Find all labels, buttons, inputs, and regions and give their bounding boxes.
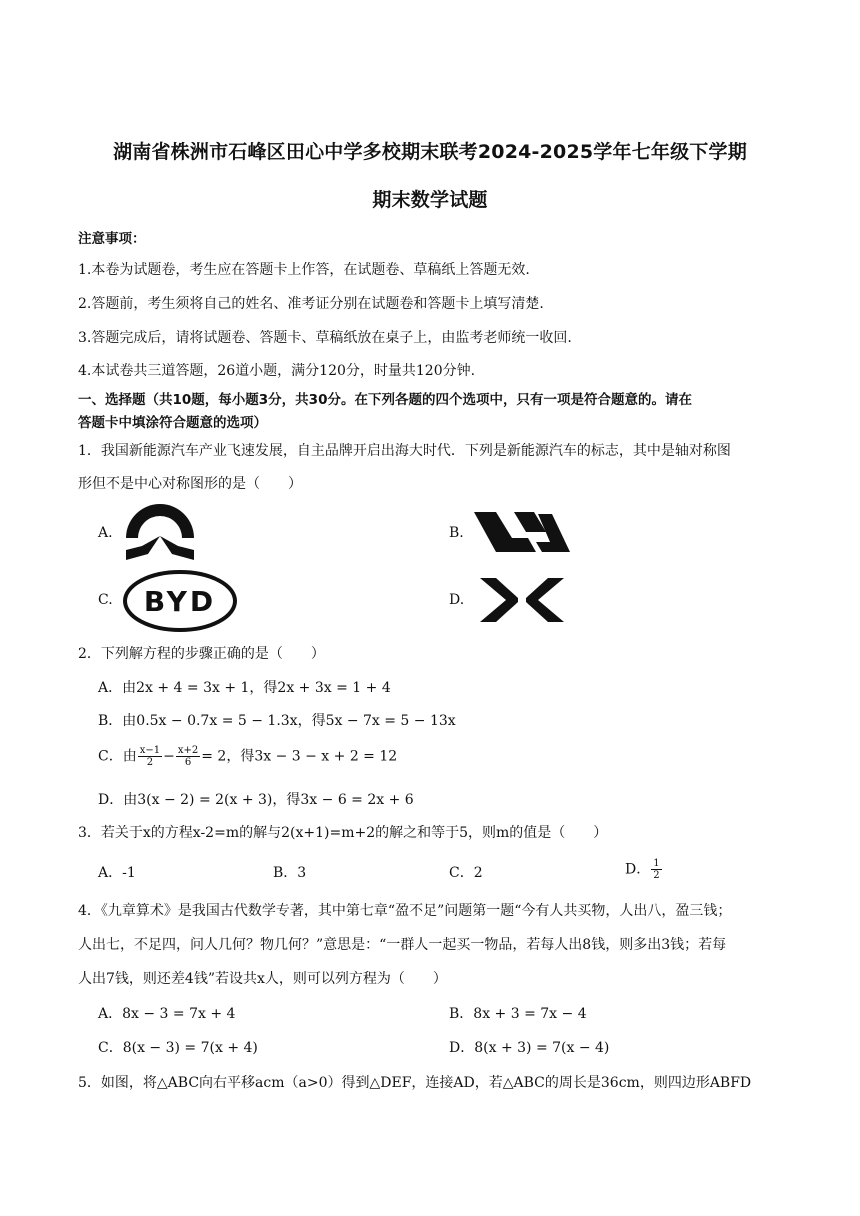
exam-title-line1: 湖南省株洲市石峰区田心中学多校期末联考2024-2025学年七年级下学期 <box>113 141 747 163</box>
q3-fraction-den: 2 <box>653 870 660 881</box>
chevron-logo-icon <box>470 508 574 554</box>
q3-fraction-num: 1 <box>653 858 660 869</box>
section1-heading-line2: 答题卡中填涂符合题意的选项） <box>78 415 267 431</box>
notice-item-4: 4.本试卷共三道答题，26道小题，满分120分，时量共120分钟. <box>78 363 476 379</box>
q1-option-c-label: C. <box>98 592 113 608</box>
q2-option-d: D．由3(x − 2) = 2(x + 3)，得3x − 6 = 2x + 6 <box>98 792 414 808</box>
q3-option-d-prefix: D． <box>625 861 651 878</box>
q2-option-b: B．由0.5x − 0.7x = 5 − 1.3x，得5x − 7x = 5 − 13x <box>98 713 456 729</box>
q2-fraction-1 <box>138 745 162 768</box>
q3-option-c: C．2 <box>449 865 483 881</box>
q4-option-d: D．8(x + 3) = 7(x − 4) <box>449 1040 610 1056</box>
q1-option-d-label: D. <box>449 592 465 608</box>
notice-item-2: 2.答题前，考生须将自己的姓名、准考证分别在试题卷和答题卡上填写清楚. <box>78 296 544 312</box>
exam-title-line2: 期末数学试题 <box>372 189 488 211</box>
notice-heading: 注意事项： <box>78 231 146 247</box>
q3-option-d <box>625 858 663 881</box>
q2-fraction-1-num: x−1 <box>139 745 161 756</box>
q4-stem-line1: 4．《九章算术》是我国古代数学专著，其中第七章“盈不足”问题第一题“今有人共买物，人出八，盈三钱； <box>78 903 732 919</box>
q2-stem: 2．下列解方程的步骤正确的是（ ） <box>78 646 325 662</box>
notice-item-3: 3.答题完成后，请将试题卷、答题卡、草稿纸放在桌子上，由监考老师统一收回. <box>78 330 572 346</box>
q2-fraction-2-num: x+2 <box>177 745 199 756</box>
q2-option-c-suffix: = 2，得3x − 3 − x + 2 = 12 <box>201 748 398 765</box>
q2-fraction-1-den: 2 <box>146 757 154 768</box>
q1-stem-line2: 形但不是中心对称图形的是（ ） <box>78 476 302 492</box>
q2-fraction-2 <box>176 745 200 768</box>
xpeng-logo-icon <box>476 574 568 626</box>
q5-stem-line1: 5．如图，将△ABC向右平移acm（a>0）得到△DEF，连接AD，若△ABC的周长是36cm，则四边形ABFD <box>78 1075 752 1091</box>
q3-option-b: B．3 <box>273 865 307 881</box>
byd-logo-icon <box>122 569 238 633</box>
q2-fraction-2-den: 6 <box>184 757 192 768</box>
q3-fraction <box>651 858 661 881</box>
byd-logo-text: BYD <box>143 585 217 618</box>
q1-option-a-label: A. <box>98 525 113 541</box>
q2-option-c <box>98 745 397 768</box>
q4-option-a: A．8x − 3 = 7x + 4 <box>98 1006 236 1022</box>
nio-logo-icon <box>120 500 200 564</box>
q4-stem-line2: 人出七，不足四，问人几何？物几何？”意思是：“一群人一起买一物品，若每人出8钱，则多出3钱；若每 <box>78 937 727 953</box>
q2-option-a: A．由2x + 4 = 3x + 1，得2x + 3x = 1 + 4 <box>98 680 391 696</box>
q2-option-c-minus: − <box>163 748 175 765</box>
q4-option-c: C．8(x − 3) = 7(x + 4) <box>98 1040 258 1056</box>
q2-option-c-prefix: C．由 <box>98 748 137 765</box>
q3-stem: 3．若关于x的方程x-2=m的解与2(x+1)=m+2的解之和等于5，则m的值是（ ） <box>78 825 608 841</box>
q3-option-a: A．-1 <box>98 865 136 881</box>
notice-item-1: 1.本卷为试题卷，考生应在答题卡上作答，在试题卷、草稿纸上答题无效. <box>78 262 530 278</box>
q1-option-b-label: B. <box>449 525 464 541</box>
q4-option-b: B．8x + 3 = 7x − 4 <box>449 1006 587 1022</box>
section1-heading-line1: 一、选择题（共10题，每小题3分，共30分。在下列各题的四个选项中，只有一项是符合题意的。请在 <box>78 392 692 408</box>
q4-stem-line3: 人出7钱，则还差4钱”若设共x人，则可以列方程为（ ） <box>78 971 447 987</box>
q1-stem-line1: 1．我国新能源汽车产业飞速发展，自主品牌开启出海大时代．下列是新能源汽车的标志，其中是轴对称图 <box>78 443 731 459</box>
